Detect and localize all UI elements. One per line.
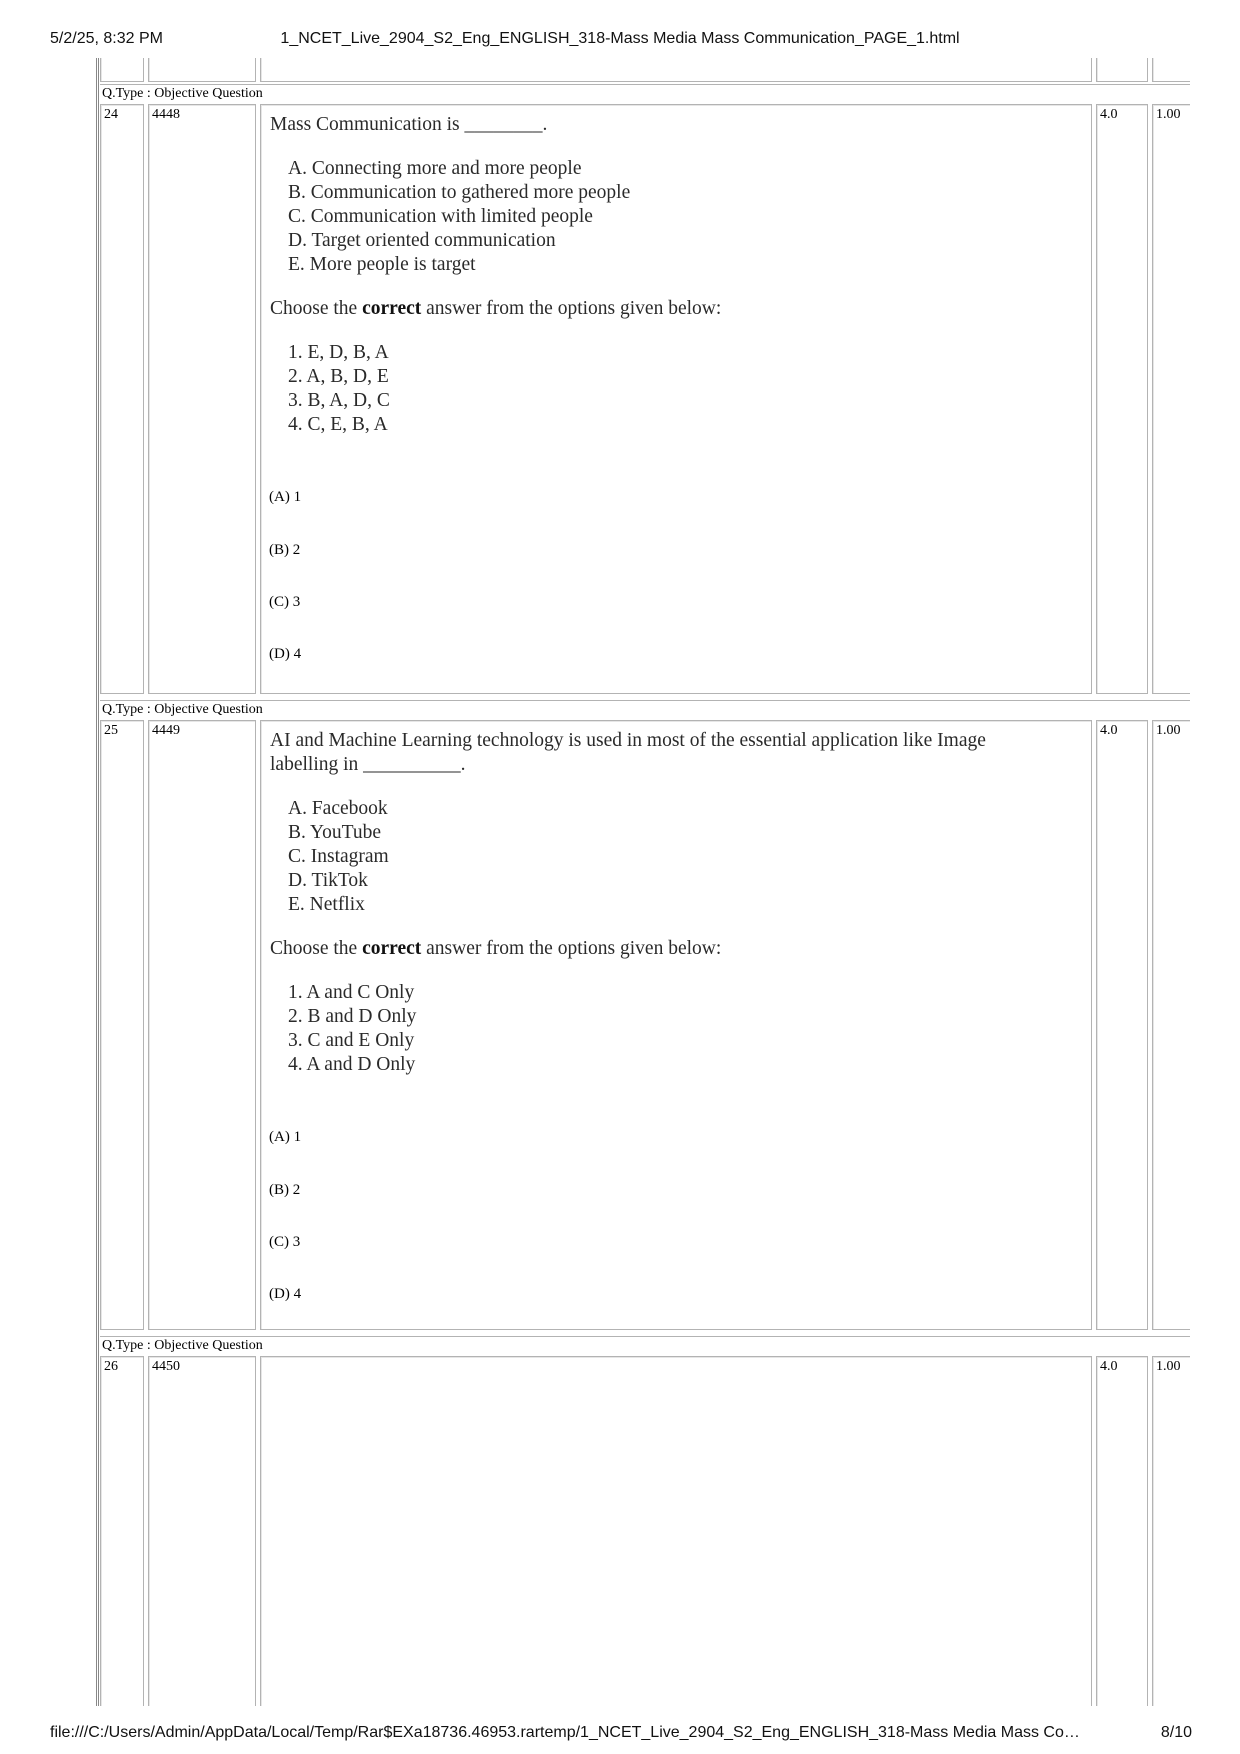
statement-item: E. Netflix xyxy=(288,894,365,915)
prev-negative-cell xyxy=(1152,58,1190,82)
qtype-label: Q.Type : Objective Question xyxy=(100,84,1190,105)
choice-list xyxy=(270,981,1082,1077)
choice-item: 4. A and D Only xyxy=(288,1054,416,1075)
print-file-url: file:///C:/Users/Admin/AppData/Local/Temp/Rar$EXa18736.46953.rartemp/1_NCET_Live_2904_S2_Eng_ENGLISH_318-Mass Media Mass Co… xyxy=(50,1724,1080,1741)
qtype-label: Q.Type : Objective Question xyxy=(100,700,1190,721)
question-table xyxy=(96,58,1190,1706)
marks-cell: 4.0 xyxy=(1096,720,1148,1330)
choice-item: 3. C and E Only xyxy=(288,1030,415,1051)
choice-item: 1. A and C Only xyxy=(288,982,415,1003)
statement-item: B. Communication to gathered more people xyxy=(288,182,631,203)
prev-question-cell xyxy=(260,58,1092,82)
prev-number-cell xyxy=(100,58,144,82)
question-body xyxy=(260,1356,1092,1706)
statement-item: B. YouTube xyxy=(288,822,382,843)
negative-marks-cell: 1.00 xyxy=(1152,104,1190,694)
marks-cell: 4.0 xyxy=(1096,104,1148,694)
answer-option: (B) 2 xyxy=(269,1182,301,1198)
choice-item: 2. B and D Only xyxy=(288,1006,417,1027)
statement-item: D. Target oriented communication xyxy=(288,230,556,251)
print-page-number: 8/10 xyxy=(1160,1724,1192,1741)
question-id: 4450 xyxy=(148,1356,256,1706)
negative-marks-cell: 1.00 xyxy=(1152,720,1190,1330)
statement-list xyxy=(270,797,1082,917)
answer-option: (A) 1 xyxy=(269,489,302,505)
statement-item: E. More people is target xyxy=(288,254,476,275)
question-stem: AI and Machine Learning technology is used in most of the essential application like Image labelling in __________. xyxy=(270,730,986,775)
choice-item: 3. B, A, D, C xyxy=(288,390,390,411)
choice-item: 4. C, E, B, A xyxy=(288,414,388,435)
statement-item: C. Communication with limited people xyxy=(288,206,593,227)
answer-option: (A) 1 xyxy=(269,1129,302,1145)
answer-option: (D) 4 xyxy=(269,646,302,662)
answer-option: (D) 4 xyxy=(269,1286,302,1302)
print-document-title: 1_NCET_Live_2904_S2_Eng_ENGLISH_318-Mass Media Mass Communication_PAGE_1.html xyxy=(280,30,960,47)
statement-item: A. Connecting more and more people xyxy=(288,158,582,179)
prev-marks-cell xyxy=(1096,58,1148,82)
statement-item: A. Facebook xyxy=(288,798,388,819)
question-instruction: Choose the correct answer from the options given below: xyxy=(270,298,722,319)
choice-list xyxy=(270,341,1082,437)
question-body xyxy=(260,720,1092,1330)
question-number: 25 xyxy=(100,720,144,1330)
negative-marks-cell: 1.00 xyxy=(1152,1356,1190,1706)
question-body xyxy=(260,104,1092,694)
qtype-label: Q.Type : Objective Question xyxy=(100,1336,1190,1357)
print-footer xyxy=(0,1724,1240,1746)
statement-list xyxy=(270,157,1082,277)
marks-cell: 4.0 xyxy=(1096,1356,1148,1706)
answer-option: (C) 3 xyxy=(269,594,301,610)
question-id: 4449 xyxy=(148,720,256,1330)
print-header xyxy=(0,30,1240,52)
print-datetime: 5/2/25, 8:32 PM xyxy=(50,30,163,47)
answer-option: (B) 2 xyxy=(269,542,301,558)
question-stem: Mass Communication is ________. xyxy=(270,114,548,135)
statement-item: D. TikTok xyxy=(288,870,368,891)
statement-item: C. Instagram xyxy=(288,846,389,867)
answer-option: (C) 3 xyxy=(269,1234,301,1250)
question-number: 24 xyxy=(100,104,144,694)
choice-item: 2. A, B, D, E xyxy=(288,366,389,387)
choice-item: 1. E, D, B, A xyxy=(288,342,389,363)
question-number: 26 xyxy=(100,1356,144,1706)
question-instruction: Choose the correct answer from the options given below: xyxy=(270,938,722,959)
question-id: 4448 xyxy=(148,104,256,694)
prev-id-cell xyxy=(148,58,256,82)
